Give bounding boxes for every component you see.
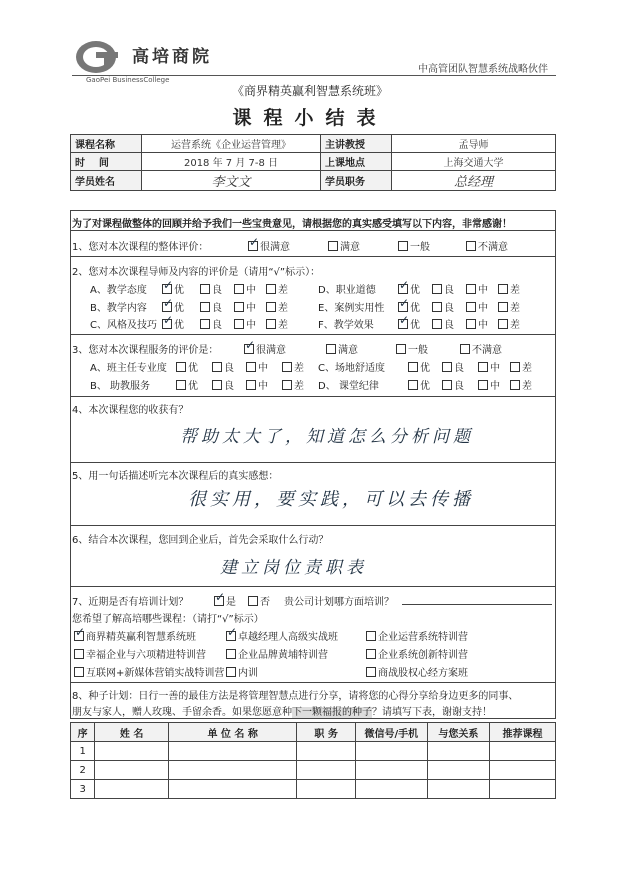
q2-grade-option[interactable]: 良 <box>432 281 454 296</box>
table-cell[interactable] <box>297 780 355 799</box>
checkbox-icon[interactable] <box>396 344 406 354</box>
checkbox-icon[interactable] <box>442 362 452 372</box>
course-value[interactable]: 运营系统《企业运营管理》 <box>142 135 321 153</box>
q2-grade-option[interactable]: ✓ 优 <box>162 316 184 331</box>
q3-grade-option[interactable]: 优 <box>408 359 430 374</box>
q2-grade-option[interactable]: 差 <box>498 299 520 314</box>
checkbox-icon[interactable] <box>266 319 276 329</box>
checkbox-checked-icon[interactable] <box>226 631 236 641</box>
checkbox-icon[interactable] <box>176 380 186 390</box>
q2-grade-option[interactable]: 中 <box>234 316 256 331</box>
divider <box>70 256 556 257</box>
divider <box>70 525 556 526</box>
q3-item-label: B、 助教服务 <box>90 381 151 392</box>
q3-option[interactable]: 不满意 <box>460 341 502 356</box>
plan-underline[interactable] <box>402 604 552 605</box>
checkbox-icon[interactable] <box>200 319 210 329</box>
q3-grade-option[interactable]: 良 <box>442 359 464 374</box>
q6-text: 6、结合本次课程，您回到企业后，首先会采取什么行动？ <box>72 535 329 546</box>
checkbox-icon[interactable] <box>442 380 452 390</box>
q7-know-text: 您希望了解高培哪些课程：（请打“√”标示） <box>72 614 264 625</box>
table-cell[interactable] <box>489 761 555 780</box>
checkbox-checked-icon[interactable] <box>162 319 172 329</box>
table-row <box>71 780 556 799</box>
table-cell[interactable] <box>95 761 169 780</box>
checkbox-icon[interactable] <box>478 362 488 372</box>
checkbox-checked-icon[interactable] <box>398 302 408 312</box>
q2-grade-option[interactable]: 良 <box>432 316 454 331</box>
q2-grade-option[interactable]: 差 <box>266 299 288 314</box>
checkbox-icon[interactable] <box>408 380 418 390</box>
checkbox-icon[interactable] <box>466 302 476 312</box>
checkbox-icon[interactable] <box>510 362 520 372</box>
checkbox-checked-icon[interactable] <box>398 319 408 329</box>
q7-no[interactable]: 否 <box>248 593 270 608</box>
student-label: 学员姓名 <box>71 171 142 191</box>
q2-item-label: A、教学态度 <box>90 285 147 296</box>
q2-grade-option[interactable]: 良 <box>200 316 222 331</box>
q2-item-label: E、案例实用性 <box>318 303 385 314</box>
row-number: 2 <box>71 761 95 780</box>
checkbox-icon[interactable] <box>74 667 84 677</box>
checkbox-icon[interactable] <box>498 302 508 312</box>
q2-grade-option[interactable]: 中 <box>234 299 256 314</box>
table-row <box>71 761 556 780</box>
q3-grade-option[interactable]: 差 <box>510 377 532 392</box>
logo-english: GaoPei BusinessCollege <box>86 76 170 84</box>
table-cell[interactable] <box>168 761 296 780</box>
table-cell[interactable] <box>297 761 355 780</box>
checkbox-icon[interactable] <box>74 649 84 659</box>
checkbox-checked-icon[interactable] <box>214 596 224 606</box>
checkbox-icon[interactable] <box>200 284 210 294</box>
q1-option[interactable]: 一般 <box>398 238 430 253</box>
q2-item-label: D、职业道德 <box>318 285 376 296</box>
referral-table <box>70 722 556 799</box>
table-cell[interactable] <box>168 780 296 799</box>
row-number: 1 <box>71 742 95 761</box>
position-value[interactable]: 总经理 <box>392 171 556 191</box>
q2-grade-option[interactable]: 中 <box>466 299 488 314</box>
table-cell[interactable] <box>427 780 489 799</box>
q7-plan-text: 贵公司计划哪方面培训？ <box>284 597 394 608</box>
table-cell[interactable] <box>95 742 169 761</box>
q3-text: 3、您对本次课程服务的评价是： <box>72 345 219 356</box>
q2-item-label: C、风格及技巧 <box>90 320 157 331</box>
course-option[interactable]: 企业系统创新特训营 <box>366 646 468 661</box>
q2-grade-option[interactable]: ✓ 优 <box>162 299 184 314</box>
q2-grade-option[interactable]: 差 <box>266 281 288 296</box>
q3-item-label: D、 课堂纪律 <box>318 381 379 392</box>
checkbox-icon[interactable] <box>234 319 244 329</box>
checkbox-icon[interactable] <box>234 302 244 312</box>
table-header-row <box>71 723 556 742</box>
checkbox-icon[interactable] <box>366 667 376 677</box>
time-label: 时 间 <box>71 153 142 171</box>
header-divider <box>72 75 556 76</box>
table-row <box>71 742 556 761</box>
q2-grade-option[interactable]: 良 <box>200 299 222 314</box>
q2-grade-option[interactable]: 中 <box>234 281 256 296</box>
form-title: 课程小结表 <box>232 107 388 129</box>
course-option[interactable]: 内训 <box>226 664 258 679</box>
q2-grade-option[interactable]: 中 <box>466 281 488 296</box>
checkbox-icon[interactable] <box>234 284 244 294</box>
logo-name: 高培商院 <box>132 47 212 67</box>
course-option[interactable]: 企业品牌黄埔特训营 <box>226 646 328 661</box>
checkbox-icon[interactable] <box>466 241 476 251</box>
q2-grade-option[interactable]: 差 <box>498 316 520 331</box>
checkbox-icon[interactable] <box>328 241 338 251</box>
checkbox-icon[interactable] <box>226 667 236 677</box>
q1-option[interactable]: 不满意 <box>466 238 508 253</box>
teacher-label: 主讲教授 <box>321 135 392 153</box>
college-logo-icon <box>74 38 124 76</box>
q2-text: 2、您对本次课程导师及内容的评价是（请用“√”标示）： <box>72 267 321 278</box>
table-cell[interactable] <box>427 742 489 761</box>
table-cell[interactable] <box>489 780 555 799</box>
q3-item-label: C、场地舒适度 <box>318 363 385 374</box>
q3-grade-option[interactable]: 优 <box>176 377 198 392</box>
checkbox-icon[interactable] <box>246 362 256 372</box>
table-header-cell: 序 <box>71 723 95 742</box>
q2-item-label: F、教学效果 <box>318 320 374 331</box>
table-cell[interactable] <box>489 742 555 761</box>
checkbox-icon[interactable] <box>398 241 408 251</box>
q3-item-label: A、班主任专业度 <box>90 363 167 374</box>
q3-grade-option[interactable]: 中 <box>246 377 268 392</box>
table-cell[interactable] <box>168 742 296 761</box>
info-table <box>70 134 556 191</box>
checkbox-checked-icon[interactable] <box>162 302 172 312</box>
q2-grade-option[interactable]: 差 <box>266 316 288 331</box>
checkbox-checked-icon[interactable] <box>398 284 408 294</box>
q8-text-a: 8、种子计划：日行一善的最佳方法是将管理智慧点进行分享，请将您的心得分享给身边更多的同事、 <box>72 691 519 702</box>
table-header-cell: 推荐课程 <box>489 723 555 742</box>
position-label: 学员职务 <box>321 171 392 191</box>
q3-grade-option[interactable]: 良 <box>442 377 464 392</box>
course-option[interactable]: 企业运营系统特训营 <box>366 628 468 643</box>
student-value[interactable]: 李文文 <box>142 171 321 191</box>
table-header-cell: 与您关系 <box>427 723 489 742</box>
q3-grade-option[interactable]: 差 <box>510 359 532 374</box>
checkbox-icon[interactable] <box>266 284 276 294</box>
checkbox-icon[interactable] <box>326 344 336 354</box>
checkbox-icon[interactable] <box>366 631 376 641</box>
checkbox-icon[interactable] <box>432 284 442 294</box>
checkbox-icon[interactable] <box>510 380 520 390</box>
checkbox-icon[interactable] <box>176 362 186 372</box>
q2-grade-option[interactable]: ✓ 优 <box>162 281 184 296</box>
q3-option[interactable]: 满意 <box>326 341 358 356</box>
q3-grade-option[interactable]: 差 <box>282 359 304 374</box>
checkbox-icon[interactable] <box>466 319 476 329</box>
q1-option[interactable]: ✓ 很满意 <box>248 238 290 253</box>
q1-text: 1、您对本次课程的整体评价： <box>72 242 209 253</box>
q1-option[interactable]: 满意 <box>328 238 360 253</box>
checkbox-icon[interactable] <box>248 596 258 606</box>
checkbox-icon[interactable] <box>246 380 256 390</box>
checkbox-icon[interactable] <box>432 302 442 312</box>
q2-grade-option[interactable]: ✓ 优 <box>398 281 420 296</box>
q4-answer[interactable]: 帮助太大了，知道怎么分析问题 <box>180 427 474 447</box>
q6-answer[interactable]: 建立岗位责职表 <box>220 558 367 578</box>
course-option[interactable]: 商战股权心经方案班 <box>366 664 468 679</box>
q2-grade-option[interactable]: ✓ 优 <box>398 299 420 314</box>
q3-option[interactable]: ✓ 很满意 <box>244 341 286 356</box>
table-cell[interactable] <box>355 780 427 799</box>
q3-grade-option[interactable]: 中 <box>246 359 268 374</box>
checkbox-icon[interactable] <box>432 319 442 329</box>
time-value[interactable]: 2018 年 7 月 7-8 日 <box>142 153 321 171</box>
q3-grade-option[interactable]: 中 <box>478 359 500 374</box>
row-number: 3 <box>71 780 95 799</box>
q3-option[interactable]: 一般 <box>396 341 428 356</box>
course-option[interactable]: 互联网+新媒体营销实战特训营 <box>74 664 224 679</box>
course-series-title: 《商界精英赢利智慧系统班》 <box>231 84 388 98</box>
table-cell[interactable] <box>95 780 169 799</box>
q3-grade-option[interactable]: 差 <box>282 377 304 392</box>
checkbox-icon[interactable] <box>200 302 210 312</box>
q7-yes[interactable]: ✓ 是 <box>214 593 236 608</box>
checkbox-icon[interactable] <box>466 284 476 294</box>
checkbox-icon[interactable] <box>212 380 222 390</box>
checkbox-icon[interactable] <box>498 284 508 294</box>
checkbox-icon[interactable] <box>460 344 470 354</box>
checkbox-checked-icon[interactable] <box>74 631 84 641</box>
course-option[interactable]: ✓ 卓越经理人高级实战班 <box>226 628 338 643</box>
q2-grade-option[interactable]: 中 <box>466 316 488 331</box>
q8-text-b: 朋友与家人，赠人玫瑰、手留余香。如果您愿意种下一颗福报的种子？请填写下表，谢谢支持！ <box>72 707 492 718</box>
q2-item-label: B、教学内容 <box>90 303 147 314</box>
highlight-text: 下一颗福报的种子 <box>292 707 372 718</box>
table-cell[interactable] <box>427 761 489 780</box>
divider <box>70 230 556 231</box>
divider <box>70 334 556 335</box>
q3-grade-option[interactable]: 良 <box>212 359 234 374</box>
place-label: 上课地点 <box>321 153 392 171</box>
checkbox-icon[interactable] <box>478 380 488 390</box>
course-option[interactable]: 幸福企业与六项精进特训营 <box>74 646 206 661</box>
table-cell[interactable] <box>355 761 427 780</box>
table-header-cell: 姓 名 <box>95 723 169 742</box>
q2-grade-option[interactable]: 良 <box>200 281 222 296</box>
q3-grade-option[interactable]: 中 <box>478 377 500 392</box>
intro-text: 为了对课程做整体的回顾并给予我们一些宝贵意见，请根据您的真实感受填写以下内容，非常感谢！ <box>72 219 512 230</box>
teacher-value[interactable]: 孟导师 <box>392 135 556 153</box>
divider <box>70 682 556 683</box>
table-cell[interactable] <box>297 742 355 761</box>
table-header-cell: 职 务 <box>297 723 355 742</box>
q3-grade-option[interactable]: 良 <box>212 377 234 392</box>
q3-grade-option[interactable]: 优 <box>408 377 430 392</box>
checkbox-icon[interactable] <box>266 302 276 312</box>
q2-grade-option[interactable]: 良 <box>432 299 454 314</box>
course-label: 课程名称 <box>71 135 142 153</box>
checkbox-checked-icon[interactable] <box>248 241 258 251</box>
tagline: 中高管团队智慧系统战略伙伴 <box>418 64 548 75</box>
divider <box>70 462 556 463</box>
q3-grade-option[interactable]: 优 <box>176 359 198 374</box>
q5-answer[interactable]: 很实用，要实践，可以去传播 <box>188 489 474 510</box>
q5-text: 5、用一句话描述听完本次课程后的真实感想： <box>72 471 279 482</box>
q7-text: 7、近期是否有培训计划？ <box>72 597 189 608</box>
table-header-cell: 微信号/手机 <box>355 723 427 742</box>
place-value[interactable]: 上海交通大学 <box>392 153 556 171</box>
divider <box>70 586 556 587</box>
table-header-cell: 单 位 名 称 <box>168 723 296 742</box>
course-option[interactable]: ✓商界精英赢利智慧系统班 <box>74 628 196 643</box>
q2-grade-option[interactable]: ✓ 优 <box>398 316 420 331</box>
checkbox-icon[interactable] <box>498 319 508 329</box>
checkbox-checked-icon[interactable] <box>162 284 172 294</box>
divider <box>70 396 556 397</box>
checkbox-icon[interactable] <box>366 649 376 659</box>
q2-grade-option[interactable]: 差 <box>498 281 520 296</box>
checkbox-icon[interactable] <box>282 380 292 390</box>
checkbox-checked-icon[interactable] <box>244 344 254 354</box>
q4-text: 4、本次课程您的收获有？ <box>72 405 189 416</box>
table-cell[interactable] <box>355 742 427 761</box>
checkbox-icon[interactable] <box>212 362 222 372</box>
checkbox-icon[interactable] <box>408 362 418 372</box>
checkbox-icon[interactable] <box>282 362 292 372</box>
checkbox-icon[interactable] <box>226 649 236 659</box>
